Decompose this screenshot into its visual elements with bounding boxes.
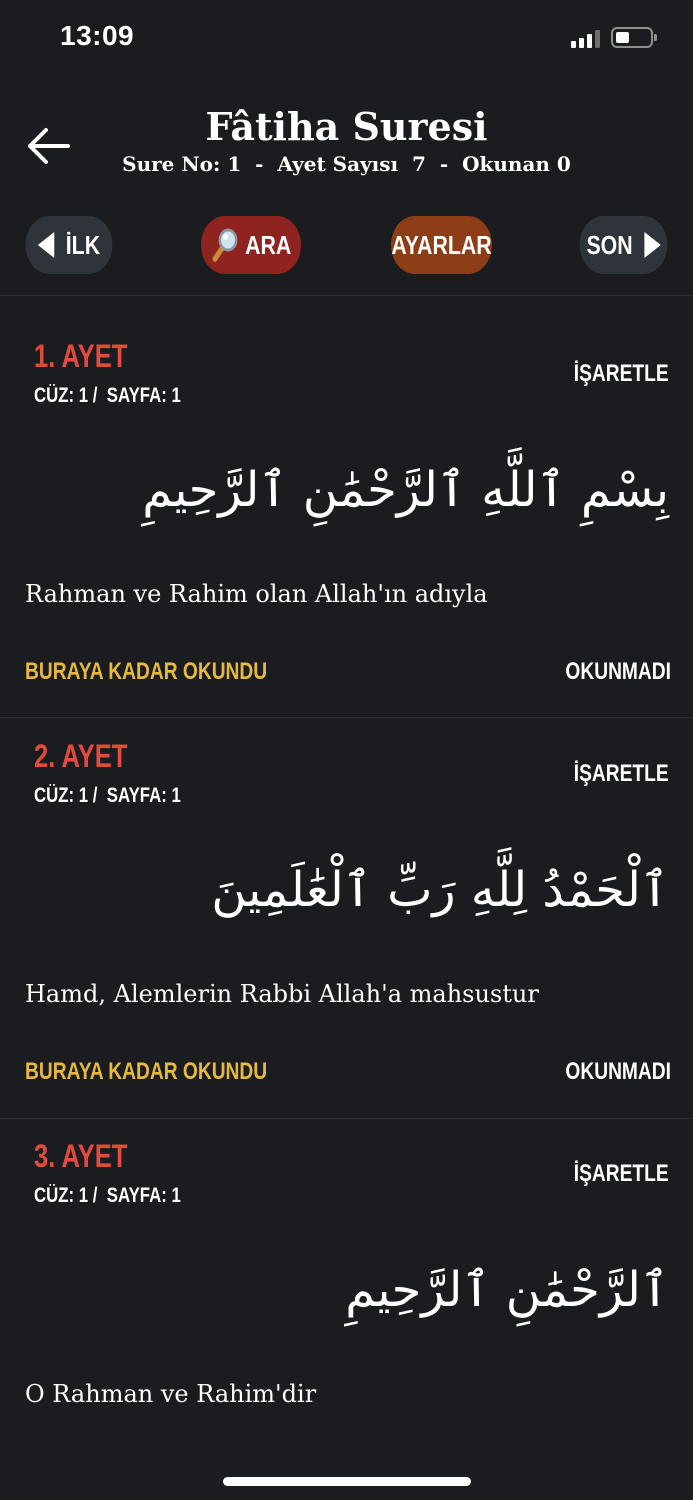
verse-number: 1. AYET xyxy=(34,338,128,374)
first-button[interactable] xyxy=(26,216,113,274)
divider xyxy=(0,717,693,718)
arabic-text: ٱلْحَمْدُ لِلَّهِ رَبِّ ٱلْعَٰلَمِينَ xyxy=(211,862,669,918)
mark-button[interactable]: İŞARETLE xyxy=(574,360,669,387)
translation-text: O Rahman ve Rahim'dir xyxy=(25,1380,317,1408)
surah-info: Sure No: 1 - Ayet Sayısı 7 - Okunan 0 xyxy=(122,152,571,176)
translation-text: Hamd, Alemlerin Rabbi Allah'a mahsustur xyxy=(25,980,539,1008)
triangle-left-icon xyxy=(38,232,54,258)
signal-icon xyxy=(571,30,603,48)
read-until-here-button[interactable]: BURAYA KADAR OKUNDU xyxy=(25,1058,268,1085)
verse-juz-page: CÜZ: 1 / SAYFA: 1 xyxy=(34,384,181,407)
search-button[interactable] xyxy=(201,216,301,274)
search-button-label: ARA xyxy=(245,229,292,260)
verse-number: 2. AYET xyxy=(34,738,128,774)
divider xyxy=(0,1118,693,1119)
unread-button[interactable]: OKUNMADI xyxy=(565,658,671,685)
mark-button[interactable]: İŞARETLE xyxy=(574,1160,669,1187)
last-button-label: SON xyxy=(586,229,633,260)
verse-number: 3. AYET xyxy=(34,1138,128,1174)
verse-juz-page: CÜZ: 1 / SAYFA: 1 xyxy=(34,1184,181,1207)
last-button[interactable] xyxy=(580,216,668,274)
first-button-label: İLK xyxy=(65,229,101,260)
settings-button[interactable] xyxy=(391,216,492,274)
page-title: Fâtiha Suresi xyxy=(205,104,488,149)
verse-juz-page: CÜZ: 1 / SAYFA: 1 xyxy=(34,784,181,807)
translation-text: Rahman ve Rahim olan Allah'ın adıyla xyxy=(25,580,488,608)
home-indicator[interactable] xyxy=(223,1477,471,1486)
triangle-right-icon xyxy=(644,232,660,258)
unread-button[interactable]: OKUNMADI xyxy=(565,1058,671,1085)
arabic-text: ٱلرَّحْمَٰنِ ٱلرَّحِيمِ xyxy=(345,1262,669,1318)
battery-icon xyxy=(611,27,653,48)
mark-button[interactable]: İŞARETLE xyxy=(574,760,669,787)
divider xyxy=(0,295,693,296)
status-time: 13:09 xyxy=(60,20,135,51)
magnifier-icon xyxy=(211,227,239,263)
read-until-here-button[interactable]: BURAYA KADAR OKUNDU xyxy=(25,658,268,685)
arabic-text: بِسْمِ ٱللَّهِ ٱلرَّحْمَٰنِ ٱلرَّحِيمِ xyxy=(142,462,669,518)
settings-button-label: AYARLAR xyxy=(391,229,492,260)
